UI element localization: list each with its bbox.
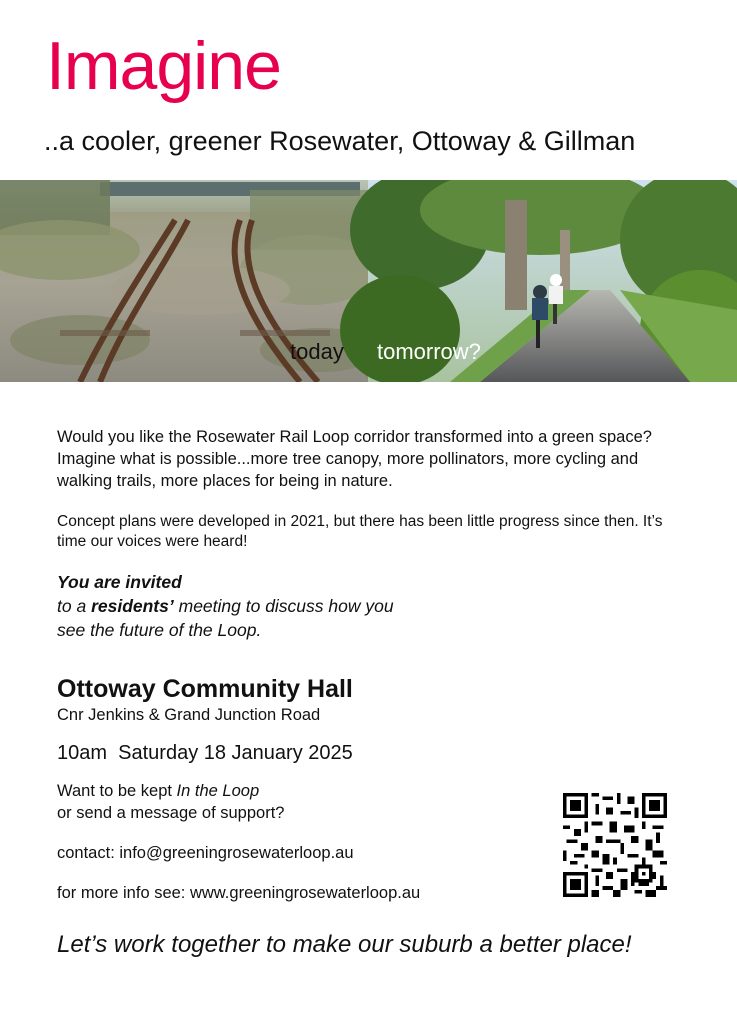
invitation-line: to a residents’ meeting to discuss how you (57, 596, 394, 616)
closing-tagline: Let’s work together to make our suburb a better place! (57, 931, 632, 958)
venue-name: Ottoway Community Hall (57, 675, 353, 703)
keep-in-loop-text: Want to be kept In the Loop or send a message of support? (57, 782, 285, 822)
event-datetime: 10am Saturday 18 January 2025 (57, 742, 353, 764)
caption-today: today (290, 339, 344, 364)
poster-subtitle: ..a cooler, greener Rosewater, Ottoway & Gillman (44, 126, 636, 156)
qr-code-graphic (563, 793, 667, 897)
invitation-headline: You are invited (57, 572, 182, 592)
comparison-photo (0, 180, 737, 382)
venue-address: Cnr Jenkins & Grand Junction Road (57, 706, 321, 724)
poster-title: Imagine (46, 28, 281, 104)
website-link[interactable]: for more info see: www.greeningrosewaterloop.au (57, 884, 421, 902)
caption-tomorrow: tomorrow? (377, 339, 481, 364)
concept-paragraph: Concept plans were developed in 2021, but there has been little progress since then. It’s time our voices were heard! (57, 513, 663, 550)
intro-paragraph: Would you like the Rosewater Rail Loop corridor transformed into a green space? Imagine what is possible...more tree canopy, more pollinators, more cycling and walking trails, more places for being in nature. (57, 428, 652, 490)
contact-email[interactable]: contact: info@greeningrosewaterloop.au (57, 844, 354, 862)
qr-code-icon[interactable] (563, 793, 667, 897)
photo-illustration (0, 180, 737, 382)
in-the-loop-italic: In the Loop (176, 782, 260, 800)
invitation-block (57, 570, 394, 642)
residents-emphasis: residents’ (91, 596, 174, 616)
invitation-line-3: see the future of the Loop. (57, 620, 262, 640)
